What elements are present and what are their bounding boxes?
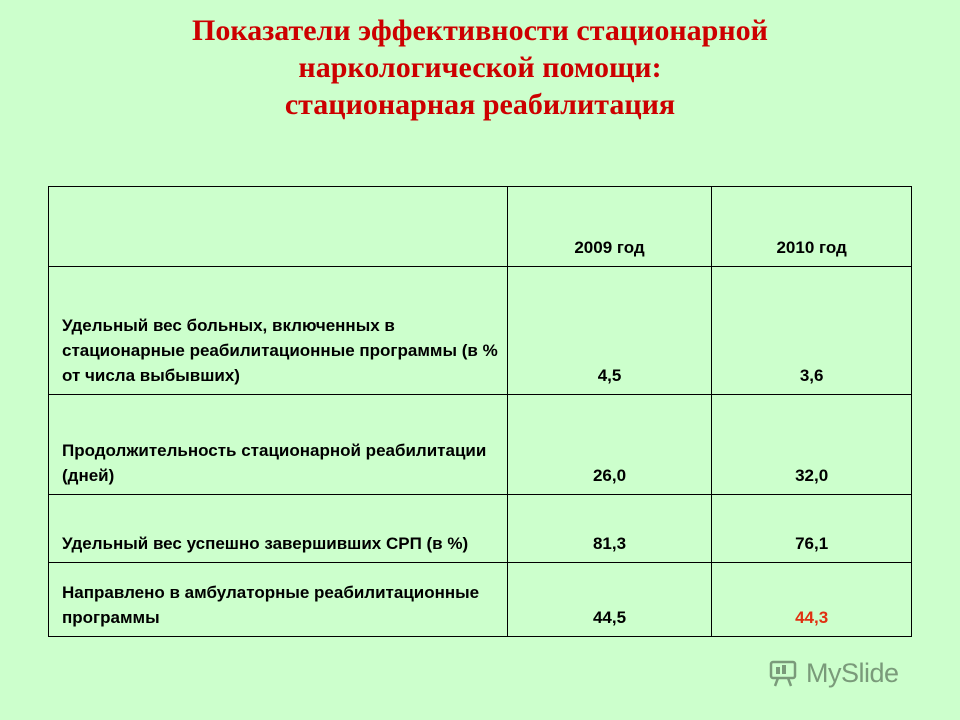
header-label-cell bbox=[49, 187, 508, 267]
row-label: Направлено в амбулаторные реабилитационные программы bbox=[49, 563, 508, 637]
row-label: Удельный вес успешно завершивших СРП (в %) bbox=[49, 495, 508, 563]
table-row bbox=[49, 267, 912, 395]
title-line-3: стационарная реабилитация bbox=[284, 88, 676, 121]
value-2009: 4,5 bbox=[507, 267, 712, 395]
table-row bbox=[49, 563, 912, 637]
row-label: Удельный вес больных, включенных в стационарные реабилитационные программы (в % от числа выбывших) bbox=[49, 267, 508, 395]
page-title bbox=[0, 12, 960, 123]
title-line-2: наркологической помощи: bbox=[298, 51, 662, 84]
value-2010: 76,1 bbox=[712, 495, 912, 563]
header-2009-cell: 2009 год bbox=[507, 187, 712, 267]
value-2010-highlighted: 44,3 bbox=[712, 563, 912, 637]
header-2010-cell: 2010 год bbox=[712, 187, 912, 267]
value-2009: 26,0 bbox=[507, 395, 712, 495]
table-row bbox=[49, 395, 912, 495]
table-row bbox=[49, 495, 912, 563]
row-label: Продолжительность стационарной реабилитации (дней) bbox=[49, 395, 508, 495]
value-2009: 44,5 bbox=[507, 563, 712, 637]
title-line-1: Показатели эффективности стационарной bbox=[192, 14, 768, 47]
value-2010: 3,6 bbox=[712, 267, 912, 395]
indicators-table bbox=[48, 186, 912, 637]
watermark bbox=[768, 655, 928, 691]
table-header-row bbox=[49, 187, 912, 267]
value-2009: 81,3 bbox=[507, 495, 712, 563]
presentation-board-icon bbox=[768, 658, 798, 688]
watermark-text: MySlide bbox=[806, 657, 899, 688]
value-2010: 32,0 bbox=[712, 395, 912, 495]
